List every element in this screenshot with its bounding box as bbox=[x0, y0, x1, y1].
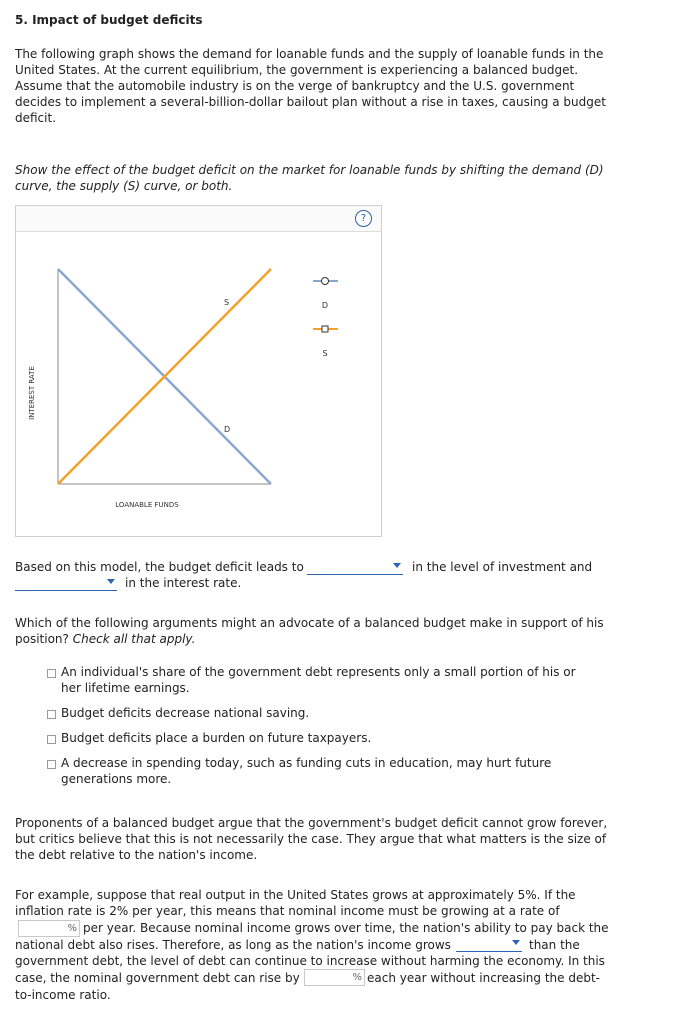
argument-option-label bbox=[61, 755, 601, 787]
arguments-prompt bbox=[15, 615, 615, 647]
palette-supply-label: S bbox=[322, 349, 328, 358]
arguments-prompt-line2 bbox=[15, 631, 615, 647]
argument-option-line: Budget deficits place a burden on future taxpayers. bbox=[61, 731, 372, 745]
example-line: inflation rate is 2% per year, this means that nominal income must be growing at a rate of bbox=[15, 904, 560, 918]
example-line: each year without increasing the debt- bbox=[367, 971, 600, 985]
chevron-down-icon bbox=[393, 563, 401, 568]
intro-line: decides to implement a several-billion-dollar bailout plan without a rise in taxes, causing a budget bbox=[15, 95, 606, 109]
instruction-line: Show the effect of the budget deficit on the market for loanable funds by shifting the demand (D) bbox=[15, 163, 604, 177]
argument-option[interactable] bbox=[47, 755, 607, 787]
percent-symbol: % bbox=[67, 923, 77, 934]
arguments-prompt-position: position? bbox=[15, 632, 69, 646]
argument-option[interactable] bbox=[47, 664, 607, 696]
intro-line: Assume that the automobile industry is on the verge of bankruptcy and the U.S. government bbox=[15, 79, 575, 93]
income-growth-dropdown[interactable] bbox=[456, 937, 522, 952]
model-question-part1: Based on this model, the budget deficit leads to bbox=[15, 560, 304, 574]
help-icon[interactable]: ? bbox=[355, 210, 372, 227]
nominal-growth-input[interactable] bbox=[18, 920, 80, 937]
argument-option-label bbox=[61, 664, 601, 696]
section-title: 5. Impact of budget deficits bbox=[15, 13, 203, 27]
arguments-prompt-line: Which of the following arguments might an advocate of a balanced budget make in support of his bbox=[15, 616, 604, 630]
supply-tool[interactable] bbox=[313, 326, 338, 332]
argument-option-label bbox=[61, 705, 601, 721]
investment-dropdown[interactable] bbox=[307, 560, 403, 575]
interest-rate-dropdown[interactable] bbox=[15, 576, 117, 591]
demand-tool[interactable] bbox=[313, 278, 338, 285]
example-line: per year. Because nominal income grows over time, the nation's ability to pay back the bbox=[83, 921, 609, 935]
argument-option-line: her lifetime earnings. bbox=[61, 681, 190, 695]
checkbox[interactable] bbox=[47, 710, 56, 719]
model-question-part3: in the interest rate. bbox=[125, 576, 242, 590]
intro-line: The following graph shows the demand for loanable funds and the supply of loanable funds in the bbox=[15, 47, 604, 61]
graph-canvas[interactable] bbox=[16, 206, 381, 536]
argument-option-line: An individual's share of the government debt represents only a small portion of his or bbox=[61, 665, 576, 679]
model-question bbox=[15, 560, 655, 594]
instruction-line: curve, the supply (S) curve, or both. bbox=[15, 179, 233, 193]
proponents-line: the debt relative to the nation's income. bbox=[15, 848, 258, 862]
example-line: government debt, the level of debt can continue to increase without harming the economy. In this bbox=[15, 954, 605, 968]
chevron-down-icon bbox=[107, 579, 115, 584]
chevron-down-icon bbox=[512, 940, 520, 945]
y-axis-label: INTEREST RATE bbox=[28, 366, 36, 420]
intro-line: United States. At the current equilibrium, the government is experiencing a balanced budget. bbox=[15, 63, 579, 77]
example-line: than the bbox=[529, 938, 580, 952]
checkbox[interactable] bbox=[47, 760, 56, 769]
demand-curve-label: D bbox=[224, 425, 231, 434]
argument-option-line: A decrease in spending today, such as funding cuts in education, may hurt future bbox=[61, 756, 552, 770]
proponents-paragraph bbox=[15, 815, 615, 863]
graph-widget[interactable] bbox=[15, 205, 382, 537]
x-axis-label: LOANABLE FUNDS bbox=[115, 501, 179, 509]
checkbox[interactable] bbox=[47, 735, 56, 744]
checkbox[interactable] bbox=[47, 669, 56, 678]
example-line: to-income ratio. bbox=[15, 988, 111, 1002]
example-line: national debt also rises. Therefore, as long as the nation's income grows bbox=[15, 938, 451, 952]
proponents-line: Proponents of a balanced budget argue that the government's budget deficit cannot grow forever, bbox=[15, 816, 608, 830]
argument-option-label bbox=[61, 730, 601, 746]
palette-demand-label: D bbox=[321, 301, 329, 310]
circle-handle-icon bbox=[322, 278, 329, 285]
percent-symbol: % bbox=[352, 972, 362, 983]
instruction-text bbox=[15, 162, 615, 194]
proponents-line: but critics believe that this is not necessarily the case. They argue that what matters is the size of bbox=[15, 832, 607, 846]
argument-option[interactable] bbox=[47, 705, 607, 721]
argument-option-line: generations more. bbox=[61, 772, 172, 786]
example-line: case, the nominal government debt can rise by bbox=[15, 971, 300, 985]
argument-option-line: Budget deficits decrease national saving. bbox=[61, 706, 310, 720]
example-line: For example, suppose that real output in the United States grows at approximately 5%. If the bbox=[15, 888, 576, 902]
square-handle-icon bbox=[322, 326, 328, 332]
intro-paragraph bbox=[15, 46, 615, 126]
example-paragraph bbox=[15, 887, 665, 1007]
argument-option[interactable] bbox=[47, 730, 607, 746]
intro-line: deficit. bbox=[15, 111, 57, 125]
arguments-prompt-italic: Check all that apply. bbox=[72, 632, 196, 646]
model-question-part2: in the level of investment and bbox=[412, 560, 593, 574]
debt-growth-input[interactable] bbox=[304, 969, 365, 986]
supply-curve-label: S bbox=[224, 298, 230, 307]
